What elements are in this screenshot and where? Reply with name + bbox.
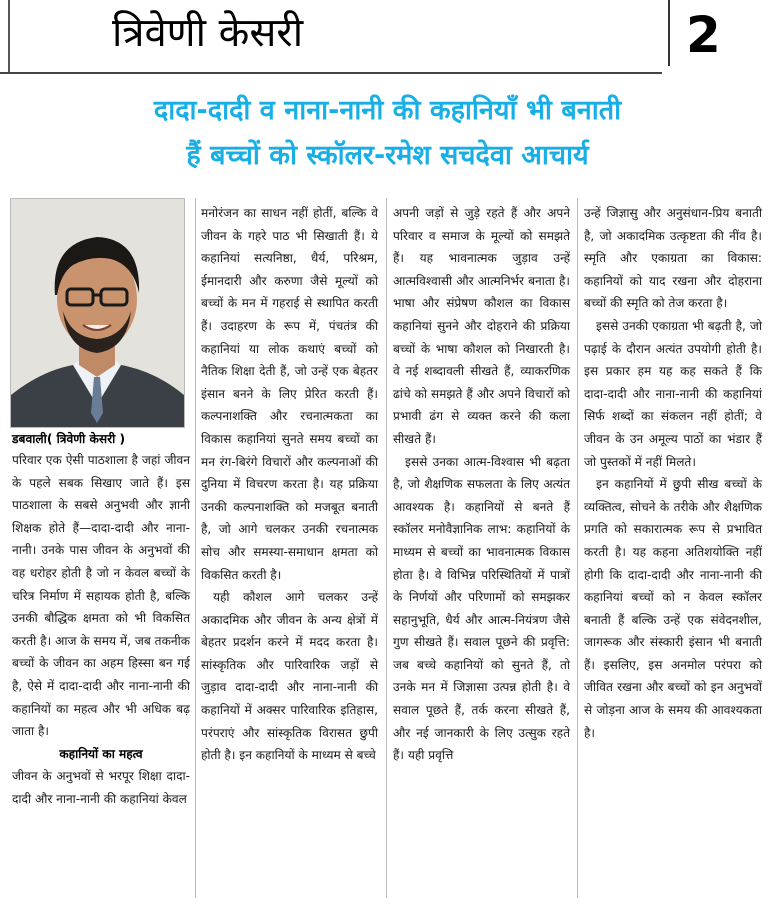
paragraph: इन कहानियों में छुपी सीख बच्चों के व्यक्तित्व, सोचने के तरीके और शैक्षणिक प्रगति को सकारात्मक रूप से प्रभावित करती है। यह कहना अतिशयोक्ति नहीं होगी कि दादा-दादी और नाना-नानी की कहानियां बच्चों को न केवल स्कॉलर बनाती हैं बल्कि उन्हें एक संवेदनशील, जागरूक और संस्कारी इंसान भी बनाती हैं। इसलिए, इस अनमोल परंपरा को जीवित रखना और बच्चों को इन अनुभवों से जोड़ना आज के समय की आवश्यकता है। bbox=[584, 477, 762, 740]
masthead-left-rule bbox=[8, 0, 10, 74]
headline-line-2: हैं बच्चों को स्कॉलर-रमेश सचदेवा आचार्य bbox=[186, 140, 589, 171]
article-headline bbox=[0, 88, 775, 178]
paragraph: मनोरंजन का साधन नहीं होतीं, बल्कि वे जीवन के गहरे पाठ भी सिखाती हैं। ये कहानियां सत्यनिष्ठा, धैर्य, परिश्रम, ईमानदारी और करुणा जैसे मूल्यों को बच्चों के मन में गहराई से स्थापित करती हैं। उदाहरण के रूप में, पंचतंत्र की कहानियां या लोक कथाएं बच्चों को नैतिक शिक्षा देती हैं, जो उन्हें एक बेहतर इंसान बनने के लिए प्रेरित करती हैं।कल्पनाशक्ति और रचनात्मकता का विकास कहानियां सुनते समय बच्चों का मन रंग-बिरंगे विचारों और कल्पनाओं की दुनिया में विचरण करता है। यह प्रक्रिया उनकी कल्पनाशक्ति को मजबूत बनाती है, जो आगे चलकर उनकी रचनात्मक सोच और समस्या-समाधान क्षमता को विकसित करती है। bbox=[201, 206, 378, 582]
article-column-3 bbox=[393, 202, 570, 767]
article-column-4 bbox=[584, 202, 762, 744]
masthead-rule bbox=[0, 72, 662, 74]
column-rule bbox=[195, 198, 196, 898]
article-column-1 bbox=[12, 449, 190, 811]
portrait-illustration bbox=[11, 199, 184, 427]
column-rule bbox=[386, 198, 387, 898]
headline-line-1: दादा-दादी व नाना-नानी की कहानियाँ भी बनाती bbox=[153, 95, 622, 126]
section-subhead: कहानियों का महत्व bbox=[59, 746, 143, 761]
paragraph: जीवन के अनुभवों से भरपूर शिक्षा दादा-दादी और नाना-नानी की कहानियां केवल bbox=[12, 769, 190, 806]
newspaper-title: त्रिवेणी केसरी bbox=[112, 10, 304, 56]
paragraph: यही कौशल आगे चलकर उन्हें अकादमिक और जीवन के अन्य क्षेत्रों में बेहतर प्रदर्शन करने में मदद करता है।सांस्कृतिक और पारिवारिक जड़ों से जुड़ाव दादा-दादी और नाना-नानी की कहानियों में अक्सर पारिवारिक इतिहास, परंपराएं और सांस्कृतिक विरासत छुपी होती है। इन कहानियों के माध्यम से बच्चे bbox=[201, 590, 378, 763]
paragraph: इससे उनकी एकाग्रता भी बढ़ती है, जो पढ़ाई के दौरान अत्यंत उपयोगी होती है। इस प्रकार हम यह कह सकते हैं कि दादा-दादी और नाना-नानी की कहानियां सिर्फ शब्दों का संकलन नहीं होतीं; वे जीवन के उन अमूल्य पाठों का भंडार हैं जो पुस्तकों में नहीं मिलते। bbox=[584, 318, 762, 469]
paragraph: उन्हें जिज्ञासु और अनुसंधान-प्रिय बनाती है, जो अकादमिक उत्कृष्टता की नींव है। स्मृति और एकाग्रता का विकास: कहानियों को याद रखना और दोहराना बच्चों की स्मृति को तेज करता है। bbox=[584, 206, 762, 311]
paragraph: इससे उनका आत्म-विश्वास भी बढ़ता है, जो शैक्षणिक सफलता के लिए अत्यंत आवश्यक है। कहानियों से बनते हैं स्कॉलर मनोवैज्ञानिक लाभ: कहानियों के माध्यम से बच्चों का भावनात्मक विकास होता है। वे विभिन्न परिस्थितियों में पात्रों के निर्णयों और परिणामों को समझकर सहानुभूति, धैर्य और आत्म-नियंत्रण जैसे गुण सीखते हैं। सवाल पूछने की प्रवृत्ति: जब बच्चे कहानियों को सुनते हैं, तो उनके मन में जिज्ञासा उत्पन्न होती है। वे सवाल पूछते हैं, तर्क करना सीखते हैं, और नई जानकारी के लिए उत्सुक रहते हैं। यही प्रवृत्ति bbox=[393, 454, 570, 763]
masthead-divider bbox=[668, 0, 670, 66]
paragraph: परिवार एक ऐसी पाठशाला है जहां जीवन के पहले सबक सिखाए जाते हैं। इस पाठशाला के सबसे अनुभवी और ज्ञानी शिक्षक होते हैं—दादा-दादी और नाना-नानी। उनके पास जीवन के अनुभवों की वह धरोहर होती है जो न केवल बच्चों के चरित्र निर्माण में सहायक होती है, बल्कि उनकी बौद्धिक क्षमता को भी विकसित करती है। आज के समय में, जब तकनीक बच्चों के जीवन का अहम हिस्सा बन गई है, ऐसे में दादा-दादी और नाना-नानी की कहानियों का महत्व और भी अधिक बढ़ जाता है। bbox=[12, 453, 190, 739]
masthead bbox=[0, 0, 775, 80]
article-column-2 bbox=[201, 202, 378, 767]
byline: डबवाली( त्रिवेणी केसरी ) bbox=[12, 432, 126, 446]
page-number: 2 bbox=[686, 6, 721, 64]
author-photo bbox=[10, 198, 185, 428]
column-rule bbox=[577, 198, 578, 898]
paragraph: अपनी जड़ों से जुड़े रहते हैं और अपने परिवार व समाज के मूल्यों को समझते हैं। यह भावनात्मक जुड़ाव उन्हें आत्मविश्वासी और आत्मनिर्भर बनाता है। भाषा और संप्रेषण कौशल का विकास कहानियां सुनने और दोहराने की प्रक्रिया बच्चों के भाषा कौशल को निखारती है। वे नई शब्दावली सीखते हैं, व्याकरणिक ढांचे को समझते हैं और अपने विचारों को प्रभावी ढंग से व्यक्त करने की कला सीखते हैं। bbox=[393, 206, 570, 446]
